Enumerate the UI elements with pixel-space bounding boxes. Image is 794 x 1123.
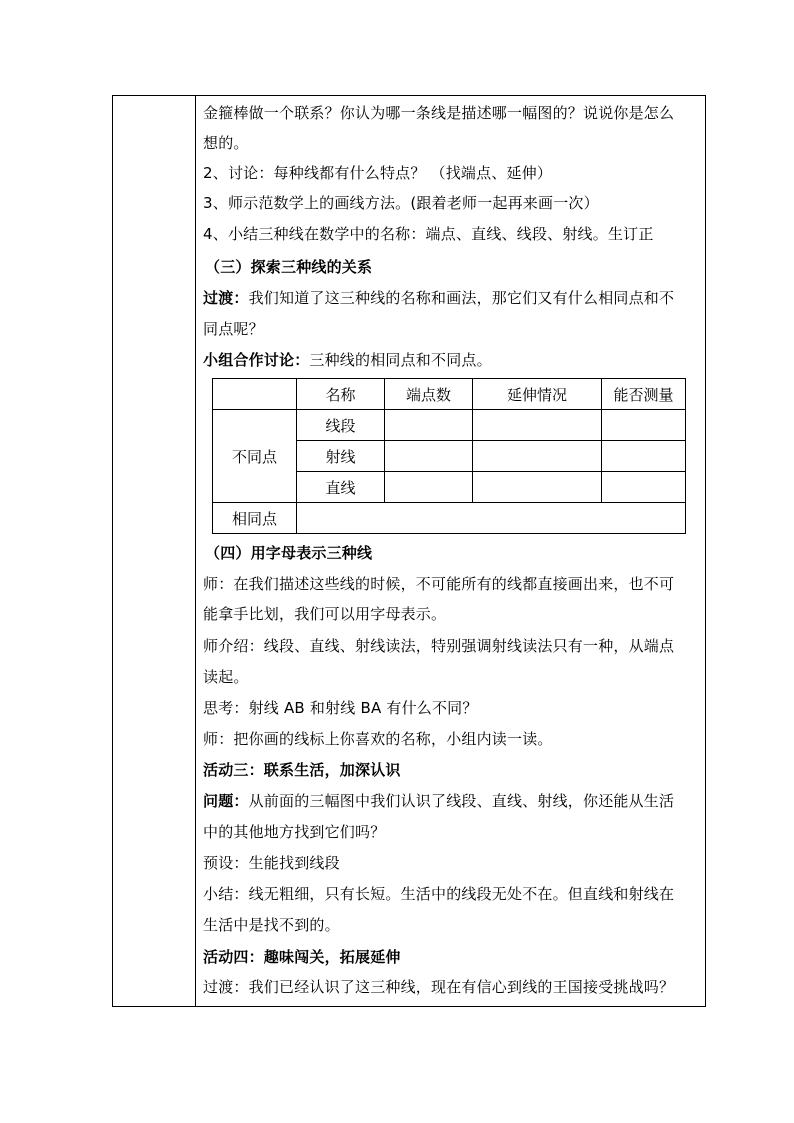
- comparison-table: [212, 378, 686, 534]
- table-cell: [385, 441, 473, 472]
- text-line: 师：把你画的线标上你喜欢的名称，小组内读一读。: [203, 730, 553, 748]
- text-line: 中的其他地方找到它们吗？: [203, 823, 386, 841]
- table-header-cell: 能否测量: [602, 379, 686, 410]
- text-line: 4、小结三种线在数学中的名称：端点、直线、线段、射线。生订正: [203, 225, 654, 243]
- text-line: 小结：线无粗细，只有长短。生活中的线段无处不在。但直线和射线在: [203, 885, 675, 903]
- text-line: 金箍棒做一个联系？你认为哪一条线是描述哪一幅图的？说说你是怎么: [203, 104, 675, 122]
- label-question: 问题：: [203, 792, 249, 810]
- text-line: [203, 790, 674, 812]
- table-cell: [602, 410, 686, 441]
- table-header-cell: 名称: [297, 379, 385, 410]
- table-cell: [602, 472, 686, 503]
- table-header-cell: 延伸情况: [473, 379, 602, 410]
- row-label: 线段: [297, 410, 385, 441]
- label-group-discussion: 小组合作讨论：: [203, 351, 310, 369]
- text-line: 同点呢？: [203, 320, 264, 338]
- section-heading: 活动三：联系生活，加深认识: [203, 761, 401, 779]
- row-label: 直线: [297, 472, 385, 503]
- label-transition: 过渡：: [203, 289, 249, 307]
- text-line: [203, 287, 674, 309]
- row-group-label: 相同点: [213, 503, 297, 534]
- table-cell: [385, 410, 473, 441]
- table-row: [213, 410, 686, 441]
- text-line: 想的。: [203, 134, 249, 152]
- table-cell: [473, 441, 602, 472]
- text-line: 过渡：我们已经认识了这三种线，现在有信心到线的王国接受挑战吗？: [203, 978, 675, 996]
- text-line: 思考：射线 AB 和射线 BA 有什么不同？: [203, 699, 478, 717]
- table-corner-cell: [213, 379, 297, 410]
- text-run: 我们知道了这三种线的名称和画法，那它们又有什么相同点和不: [248, 289, 675, 307]
- text-run: 三种线的相同点和不同点。: [309, 351, 492, 369]
- text-line: 能拿手比划，我们可以用字母表示。: [203, 605, 447, 623]
- row-group-label: 不同点: [213, 410, 297, 503]
- text-line: 生活中是找不到的。: [203, 916, 340, 934]
- row-label: 射线: [297, 441, 385, 472]
- table-cell: [473, 472, 602, 503]
- table-header-row: [213, 379, 686, 410]
- table-cell: [473, 410, 602, 441]
- text-line: [203, 349, 492, 371]
- table-cell: [602, 441, 686, 472]
- text-line: 师：在我们描述这些线的时候，不可能所有的线都直接画出来，也不可: [203, 575, 675, 593]
- section-heading: （四）用字母表示三种线: [205, 544, 373, 562]
- text-line: 预设：生能找到线段: [203, 854, 340, 872]
- text-line: 2、讨论：每种线都有什么特点？ （找端点、延伸）: [203, 164, 553, 182]
- lesson-table-column-divider: [195, 95, 196, 1007]
- text-line: 3、师示范数学上的画线方法。(跟着老师一起再来画一次）: [203, 194, 599, 212]
- text-line: 读起。: [203, 668, 249, 686]
- table-cell: [385, 472, 473, 503]
- text-line: 师介绍：线段、直线、射线读法，特别强调射线读法只有一种，从端点: [203, 637, 675, 655]
- text-run: 从前面的三幅图中我们认识了线段、直线、射线，你还能从生活: [248, 792, 675, 810]
- section-heading: 活动四：趣味闯关，拓展延伸: [203, 948, 401, 966]
- table-cell: [297, 503, 686, 534]
- table-row: [213, 503, 686, 534]
- section-heading: （三）探索三种线的关系: [205, 258, 373, 276]
- table-header-cell: 端点数: [385, 379, 473, 410]
